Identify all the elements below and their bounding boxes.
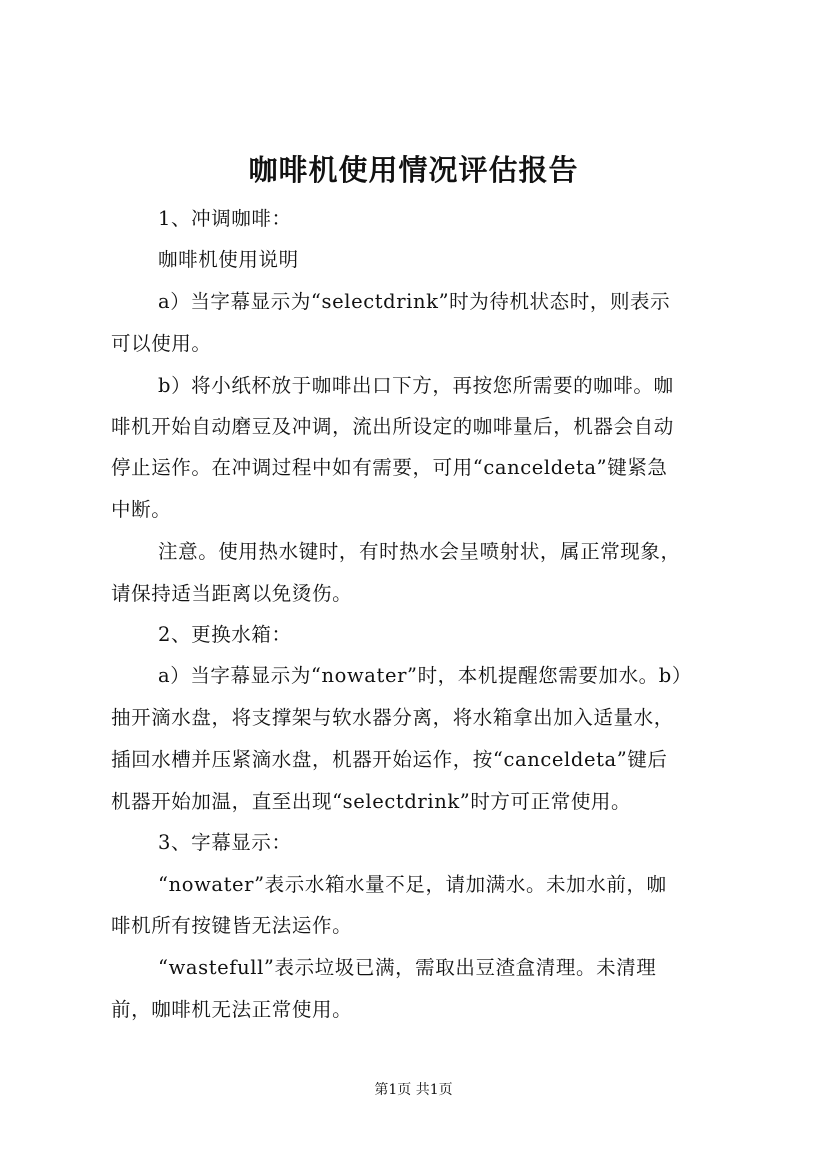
paragraph-line: a）当字幕显示为“selectdrink”时为待机状态时，则表示 — [158, 290, 671, 313]
page-number-footer: 第1页 共1页 — [374, 1082, 453, 1098]
paragraph-line: 插回水槽并压紧滴水盘，机器开始运作，按“canceldeta”键后 — [111, 748, 668, 771]
paragraph-line: “nowater”表示水箱水量不足，请加满水。未加水前，咖 — [158, 873, 667, 896]
paragraph-line: 啡机开始自动磨豆及冲调，流出所设定的咖啡量后，机器会自动 — [111, 415, 674, 438]
paragraph-line: a）当字幕显示为“nowater”时，本机提醒您需要加水。b） — [158, 664, 692, 687]
paragraph-line: “wastefull”表示垃圾已满，需取出豆渣盒清理。未清理 — [158, 956, 657, 979]
paragraph-line: 停止运作。在冲调过程中如有需要，可用“canceldeta”键紧急 — [111, 456, 668, 479]
paragraph-line: 注意。使用热水键时，有时热水会呈喷射状，属正常现象， — [158, 540, 681, 563]
paragraph-line: 抽开滴水盘，将支撑架与软水器分离，将水箱拿出加入适量水， — [111, 706, 674, 729]
paragraph-line: 请保持适当距离以免烫伤。 — [111, 582, 353, 605]
paragraph-line: 前，咖啡机无法正常使用。 — [111, 998, 353, 1021]
paragraph-line: 机器开始加温，直至出现“selectdrink”时方可正常使用。 — [111, 790, 632, 813]
paragraph-line: 咖啡机使用说明 — [158, 248, 299, 271]
paragraph-line: b）将小纸杯放于咖啡出口下方，再按您所需要的咖啡。咖 — [158, 374, 674, 397]
section-heading-brew: 1、冲调咖啡： — [158, 207, 292, 230]
paragraph-line: 啡机所有按键皆无法运作。 — [111, 914, 353, 937]
section-heading-water-tank: 2、更换水箱： — [158, 623, 292, 646]
paragraph-line: 中断。 — [111, 498, 172, 521]
paragraph-line: 可以使用。 — [111, 332, 212, 355]
section-heading-display: 3、字幕显示： — [158, 831, 292, 854]
document-title: 咖啡机使用情况评估报告 — [248, 153, 579, 187]
